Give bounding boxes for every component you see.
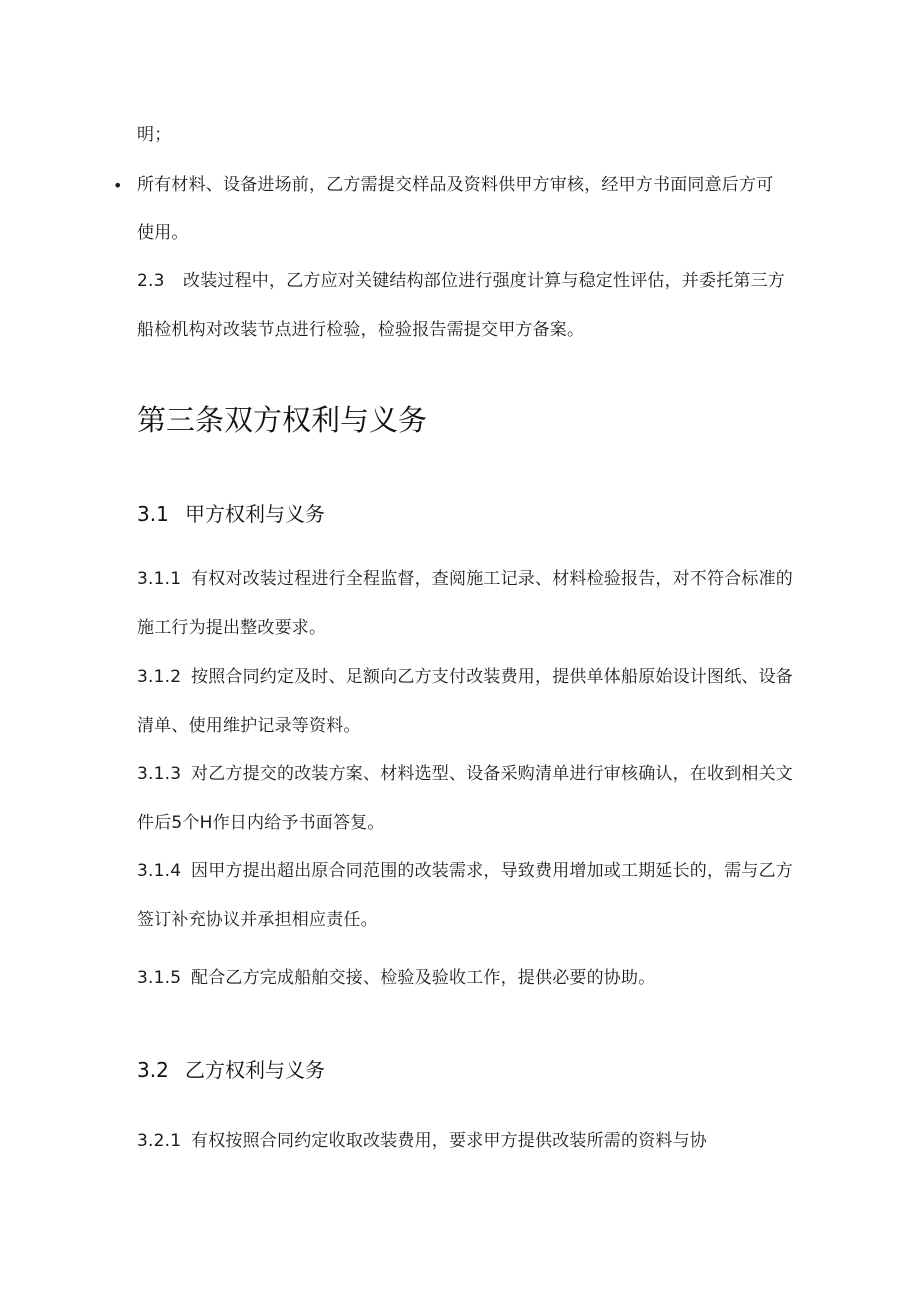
text: 船检机构对改装节点进行检验，检验报告需提交甲方备案。	[137, 320, 585, 340]
text: 清单、使用维护记录等资料。	[137, 716, 361, 736]
clause-text: 对乙方提交的改装方案、材料选型、设备采购清单进行审核确认，在收到相关文	[191, 764, 793, 784]
clause-3-2-1	[137, 1129, 707, 1153]
text-line	[137, 714, 361, 738]
section-number: 3.1	[137, 502, 169, 526]
clause-text: 按照合同约定及时、足额向乙方支付改装费用，提供单体船原始设计图纸、设备	[191, 667, 793, 687]
clause-text: 有权按照合同约定收取改装费用，要求甲方提供改装所需的资料与协	[191, 1131, 707, 1151]
text-line	[137, 123, 171, 147]
section-number: 3.2	[137, 1058, 169, 1082]
section-heading-3-1	[137, 500, 325, 528]
clause-text: 改装过程中，乙方应对关键结构部位进行强度计算与稳定性评估，并委托第三方	[183, 271, 785, 291]
clause-number: 3.1.5	[137, 968, 182, 988]
clause-3-1-4	[137, 859, 793, 883]
section-title: 乙方权利与义务	[185, 1058, 325, 1082]
text-line	[137, 221, 189, 245]
text-line	[137, 811, 385, 835]
clause-text: 有权对改装过程进行全程监督，查阅施工记录、材料检验报告，对不符合标准的	[191, 569, 793, 589]
clause-number: 2.3	[137, 271, 165, 291]
clause-number: 3.1.2	[137, 667, 182, 687]
clause-3-1-2	[137, 665, 793, 689]
article-heading: 第三条双方权利与义务	[137, 403, 428, 437]
text-line	[137, 616, 326, 640]
text: 施工行为提出整改要求。	[137, 618, 327, 638]
clause-number: 3.1.1	[137, 569, 182, 589]
text-line	[137, 318, 584, 342]
text: 明；	[137, 125, 172, 145]
clause-number: 3.1.4	[137, 861, 182, 881]
clause-number: 3.1.3	[137, 764, 182, 784]
clause-text: 因甲方提出超出原合同范围的改装需求，导致费用增加或工期延长的，需与乙方	[191, 861, 793, 881]
bullet-item	[137, 173, 773, 197]
section-title: 甲方权利与义务	[185, 502, 325, 526]
text: 件后5个H作日内给予书面答复。	[137, 813, 385, 833]
clause-3-1-1	[137, 567, 793, 591]
clause-3-1-3	[137, 762, 793, 786]
section-heading-3-2	[137, 1056, 325, 1084]
text: 使用。	[137, 223, 189, 243]
text-line	[137, 908, 378, 932]
clause-text: 配合乙方完成船舶交接、检验及验收工作，提供必要的协助。	[191, 968, 656, 988]
clause-number: 3.2.1	[137, 1131, 182, 1151]
clause-2-3	[137, 269, 785, 293]
bullet-icon: •	[113, 176, 123, 195]
clause-3-1-5	[137, 966, 655, 990]
text: 签订补充协议并承担相应责任。	[137, 910, 378, 930]
text: 所有材料、设备进场前，乙方需提交样品及资料供甲方审核，经甲方书面同意后方可	[137, 175, 774, 195]
